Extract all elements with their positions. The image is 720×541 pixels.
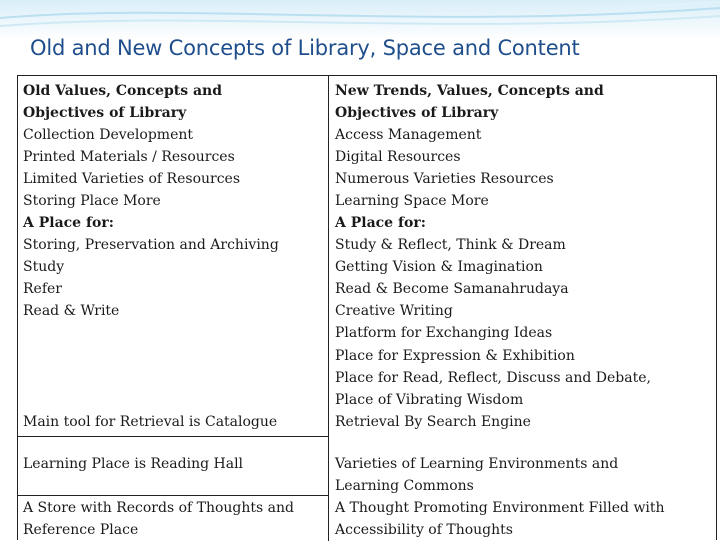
new-item: Digital Resources bbox=[335, 149, 461, 165]
decorative-header-band bbox=[0, 0, 720, 40]
old-place-item: Storing, Preservation and Archiving bbox=[23, 237, 279, 253]
header-new-line-2: Objectives of Library bbox=[335, 105, 499, 121]
header-old-line-2: Objectives of Library bbox=[23, 105, 187, 121]
row-separator bbox=[18, 495, 328, 496]
new-place-item: Getting Vision & Imagination bbox=[335, 259, 543, 275]
old-item: Limited Varieties of Resources bbox=[23, 171, 241, 187]
new-place-item: Creative Writing bbox=[335, 303, 453, 319]
decorative-swoosh bbox=[0, 0, 720, 40]
page-title: Old and New Concepts of Library, Space and Content bbox=[30, 36, 580, 60]
new-item: Numerous Varieties Resources bbox=[335, 171, 554, 187]
new-place-item: Place for Expression & Exhibition bbox=[335, 348, 575, 364]
old-item: Collection Development bbox=[23, 127, 193, 143]
old-item: Printed Materials / Resources bbox=[23, 149, 235, 165]
old-retrieval: Main tool for Retrieval is Catalogue bbox=[23, 414, 278, 430]
new-learning-line-1: Varieties of Learning Environments and bbox=[335, 456, 619, 472]
new-item: Learning Space More bbox=[335, 193, 489, 209]
new-place-item: Place of Vibrating Wisdom bbox=[335, 392, 524, 408]
new-item: Access Management bbox=[335, 127, 482, 143]
new-place-item: Study & Reflect, Think & Dream bbox=[335, 237, 566, 253]
header-old-line-1: Old Values, Concepts and bbox=[23, 83, 223, 99]
old-place-heading: A Place for: bbox=[23, 215, 114, 231]
new-place-item: Platform for Exchanging Ideas bbox=[335, 325, 553, 341]
column-divider bbox=[328, 76, 329, 541]
new-store-line-2: Accessibility of Thoughts bbox=[335, 522, 513, 538]
new-place-item: Read & Become Samanahrudaya bbox=[335, 281, 569, 297]
comparison-table bbox=[17, 75, 717, 540]
old-place-item: Refer bbox=[23, 281, 62, 297]
row-separator bbox=[18, 436, 328, 437]
old-store-line-2: Reference Place bbox=[23, 522, 139, 538]
new-place-item: Place for Read, Reflect, Discuss and Debate, bbox=[335, 370, 651, 386]
old-learning: Learning Place is Reading Hall bbox=[23, 456, 244, 472]
new-store-line-1: A Thought Promoting Environment Filled with bbox=[335, 500, 665, 516]
new-place-heading: A Place for: bbox=[335, 215, 426, 231]
header-new-line-1: New Trends, Values, Concepts and bbox=[335, 83, 604, 99]
old-item: Storing Place More bbox=[23, 193, 161, 209]
old-store-line-1: A Store with Records of Thoughts and bbox=[23, 500, 294, 516]
old-place-item: Read & Write bbox=[23, 303, 120, 319]
new-retrieval: Retrieval By Search Engine bbox=[335, 414, 531, 430]
old-place-item: Study bbox=[23, 259, 65, 275]
new-learning-line-2: Learning Commons bbox=[335, 478, 474, 494]
